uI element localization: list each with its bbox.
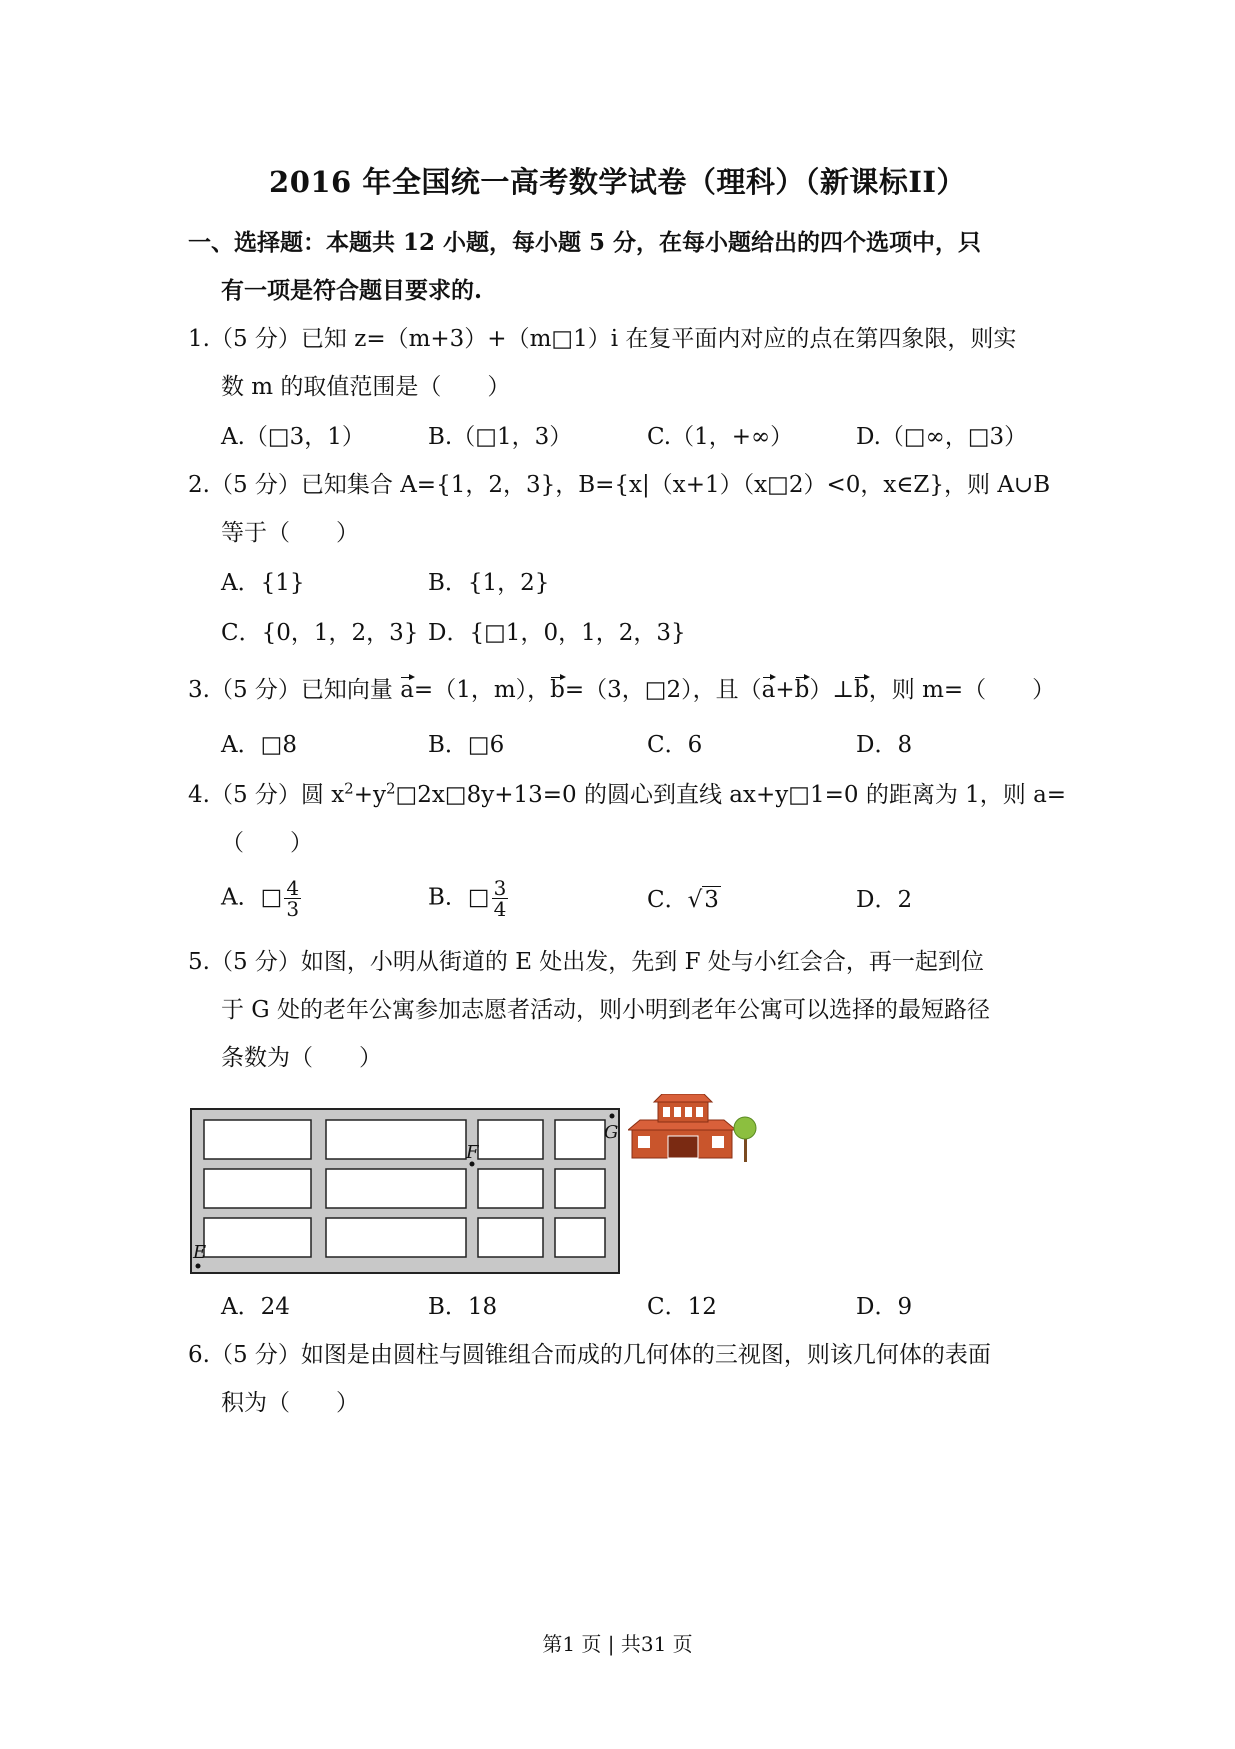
section-heading-line1: 一、选择题：本题共 12 小题，每小题 5 分，在每小题给出的四个选项中，只 [188, 229, 982, 256]
window [712, 1136, 724, 1148]
block [478, 1120, 543, 1159]
house-top-roof [654, 1094, 712, 1102]
q5-line3: 条数为（ ） [221, 1045, 382, 1071]
q1-option-c: C.（1，+∞） [647, 424, 794, 450]
block [204, 1169, 311, 1208]
window [638, 1136, 650, 1148]
q3-option-a: A．□8 [221, 732, 297, 758]
block [326, 1169, 466, 1208]
q5-line2: 于 G 处的老年公寓参加志愿者活动，则小明到老年公寓可以选择的最短路径 [221, 997, 990, 1023]
point-g [610, 1114, 615, 1119]
q3-plus: + [775, 677, 795, 703]
block [555, 1120, 605, 1159]
page-title: 2016 年全国统一高考数学试卷（理科）（新课标II） [269, 165, 966, 199]
radicand: 3 [704, 887, 719, 913]
q4-sup2: 2 [385, 779, 396, 798]
q5-line1: 5.（5 分）如图，小明从街道的 E 处出发，先到 F 处与小红会合，再一起到位 [188, 949, 984, 975]
label-e: E [193, 1242, 207, 1263]
block [204, 1218, 311, 1257]
q1-option-a: A.（□3，1） [221, 424, 365, 450]
q4-option-c-label: C． [647, 887, 688, 913]
window [674, 1107, 681, 1117]
label-g: G [604, 1122, 619, 1143]
fraction-denominator: 4 [493, 897, 507, 921]
q6-line2: 积为（ ） [221, 1390, 359, 1416]
block [478, 1169, 543, 1208]
q4-part3: □2x□8y+13=0 的圆心到直线 ax+y□1=0 的距离为 1，则 a= [395, 782, 1067, 808]
window [685, 1107, 692, 1117]
q4-line1 [188, 780, 1066, 810]
q3-option-d: D．8 [856, 732, 913, 758]
square-root: √3 [687, 887, 719, 913]
block [326, 1120, 466, 1159]
tree-icon [734, 1117, 756, 1139]
door [668, 1136, 698, 1158]
fraction [492, 878, 509, 919]
q3-prefix: 3.（5 分）已知向量 [188, 677, 401, 703]
vector-b-3: b [854, 677, 869, 703]
q1-option-d: D.（□∞，□3） [856, 424, 1028, 450]
q5-option-d: D．9 [856, 1294, 913, 1320]
vector-b-2: b [794, 677, 810, 703]
q2-option-a: A．{1} [221, 570, 305, 596]
vector-b: b [550, 677, 565, 703]
fraction-numerator: 3 [493, 876, 507, 900]
q5-option-a: A．24 [221, 1294, 290, 1320]
q3-mid2: =（3，□2），且（ [564, 677, 762, 703]
q1-line1: 1.（5 分）已知 z=（m+3）+（m□1）i 在复平面内对应的点在第四象限，则实 [188, 326, 1017, 352]
page-footer: 第1 页 | 共31 页 [542, 1632, 693, 1656]
q4-option-d: D．2 [856, 887, 913, 913]
q4-option-c [647, 885, 721, 915]
q4-option-b [428, 878, 508, 919]
q4-option-a-label: A．□ [221, 884, 283, 911]
q3-mid3: ）⊥ [809, 677, 855, 703]
q1-option-b: B.（□1，3） [428, 424, 573, 450]
q2-option-b: B．{1，2} [428, 570, 550, 596]
q4-line2: （ ） [221, 830, 313, 856]
q4-option-a [221, 878, 301, 919]
fraction-denominator: 3 [286, 897, 300, 921]
apartment-building-icon [628, 1094, 758, 1166]
q2-line2: 等于（ ） [221, 520, 359, 546]
label-f: F [466, 1142, 479, 1163]
block [555, 1218, 605, 1257]
q4-part2: +y [353, 782, 386, 808]
fraction-numerator: 4 [286, 876, 300, 900]
block [478, 1218, 543, 1257]
section-heading-line2: 有一项是符合题目要求的. [221, 277, 483, 304]
q2-option-c: C．{0，1，2，3} [221, 620, 419, 646]
q4-option-b-label: B．□ [428, 884, 490, 911]
block [555, 1169, 605, 1208]
q5-option-c: C．12 [647, 1294, 717, 1320]
vector-a-2: a [761, 677, 776, 703]
q1-line2: 数 m 的取值范围是（ ） [221, 374, 511, 400]
q2-option-d: D．{□1，0，1，2，3} [428, 620, 686, 646]
q5-option-b: B．18 [428, 1294, 498, 1320]
q3-option-c: C．6 [647, 732, 703, 758]
fraction [284, 878, 301, 919]
block [204, 1120, 311, 1159]
q4-sup1: 2 [344, 779, 354, 798]
q3-line1 [188, 675, 1055, 705]
point-e [196, 1264, 201, 1269]
q4-part1: 4.（5 分）圆 x [188, 782, 345, 808]
block [326, 1218, 466, 1257]
vector-a: a [400, 677, 414, 703]
window [663, 1107, 670, 1117]
q3-option-b: B．□6 [428, 732, 505, 758]
window [696, 1107, 703, 1117]
q6-line1: 6.（5 分）如图是由圆柱与圆锥组合而成的几何体的三视图，则该几何体的表面 [188, 1342, 991, 1368]
q3-suffix: ，则 m=（ ） [868, 677, 1056, 703]
q3-mid1: =（1，m）， [413, 677, 551, 703]
street-grid-figure [190, 1108, 620, 1274]
q2-line1: 2.（5 分）已知集合 A={1，2，3}，B={x|（x+1）（x□2）<0，x∈Z}，则 A∪B [188, 472, 1051, 498]
